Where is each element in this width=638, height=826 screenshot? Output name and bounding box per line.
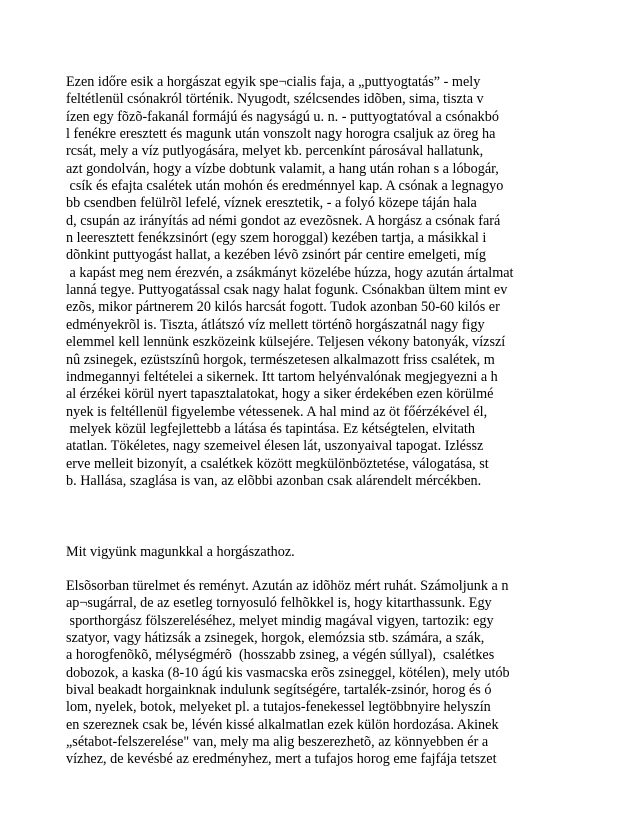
- text-line: elemmel kell lennünk eszközeink külsejére. Teljesen vékony batonyák, vízszí: [66, 334, 506, 351]
- text-line: rcsát, mely a víz putlyogására, melyet kb. percenkínt párosával hallatunk,: [66, 143, 484, 160]
- text-line: indmegannyi feltételei a sikernek. Itt tartom helyénvalónak megjegyezni a h: [66, 368, 498, 385]
- text-line: l fenékre eresztett és magunk után vonszolt nagy horogra csaljuk az öreg ha: [66, 126, 496, 143]
- text-line: ap¬sugárral, de az esetleg tornyosuló felhõkkel is, hogy kitarthassunk. Egy: [66, 595, 492, 612]
- paragraph-puttyogtatas: [66, 74, 513, 490]
- text-line: nyek is feltéllenül figyelembe vétessenek. A hal mind az öt főérzékével él,: [66, 403, 488, 420]
- text-line: bival beakadt horgainknak indulunk segítségére, tartalék-zsinór, horog és ó: [66, 682, 492, 699]
- text-line: csík és efajta csalétek után mohón és eredménnyel kap. A csónak a legnagyo: [66, 178, 504, 195]
- text-line: melyek közül legfejlettebb a látása és tapintása. Ez kétségtelen, elvitath: [66, 420, 475, 437]
- text-line: vízhez, de kevésbé az eredményhez, mert a tufajos horog eme fajfája tetszet: [66, 751, 497, 768]
- text-line: n leeresztett fenékzsinórt (egy szem horoggal) kezében tartja, a másikkal i: [66, 230, 487, 247]
- text-line: „sétabot-felszerelése" van, mely ma alig beszerezhetõ, az könnyebben ér a: [66, 734, 489, 751]
- text-line: Elsõsorban türelmet és reményt. Azután az idõhöz mért ruhát. Számoljunk a n: [66, 578, 509, 594]
- text-line: bb csendben felülrõl lefelé, víznek eresztetik, - a folyó közepe táján hala: [66, 195, 477, 212]
- text-line: azt gondolván, hogy a vízbe dobtunk valamit, a hang után rohan s a lóbogár,: [66, 160, 499, 177]
- section-heading-text: Mit vigyünk magunkkal a horgászathoz.: [66, 544, 295, 560]
- text-line: feltétlenül csónakról történik. Nyugodt, szélcsendes idõben, sima, tiszta v: [66, 91, 484, 108]
- text-line: nû zsinegek, ezüstszínû horgok, természetesen alkalmazott friss csalétek, m: [66, 351, 495, 368]
- text-line: sporthorgász fölszereléséhez, melyet mindig magával vigyen, tartozik: egy: [66, 612, 494, 629]
- text-line: szatyor, vagy hátizsák a zsinegek, horgok, elemózsia stb. számára, a szák,: [66, 630, 485, 647]
- text-line: Ezen időre esik a horgászat egyik spe¬cialis faja, a „puttyogtatás” - mely: [66, 74, 481, 90]
- text-line: atatlan. Tökéletes, nagy szemeivel élesen lát, uszonyaival tapogat. Izléssz: [66, 438, 484, 455]
- text-line: al érzékei körül nyert tapasztalatokat, hogy a siker érdekében ezen körülmé: [66, 386, 494, 403]
- text-line: lanná tegye. Puttyogatással csak nagy halat fogunk. Csónakban ültem mint ev: [66, 282, 508, 299]
- section-heading: [66, 544, 295, 561]
- text-line: edményekrõl is. Tiszta, átlátszó víz mellett történõ horgászatnál nagy figy: [66, 316, 485, 333]
- text-line: d, csupán az irányítás ad némi gondot az evezõsnek. A horgász a csónak fará: [66, 212, 501, 229]
- text-line: b. Hallása, szaglása is van, az elõbbi azonban csak alárendelt mércékben.: [66, 472, 482, 489]
- text-line: en szereznek csak be, lévén kissé alkalmatlan ezek külön hordozása. Akinek: [66, 716, 499, 733]
- text-line: dõnkint puttyogást hallat, a kezében lévõ zsinórt pár centire emelgeti, míg: [66, 247, 486, 264]
- text-line: ezõs, mikor pártnerem 20 kilós harcsát fogott. Tudok azonban 50-60 kilós er: [66, 299, 500, 316]
- text-line: a horogfenõkõ, mélységmérõ (hosszabb zsineg, a végén súllyal), csalétkes: [66, 647, 495, 664]
- text-line: a kapást meg nem érezvén, a zsákmányt közelébe húzza, hogy azután ártalmat: [66, 264, 514, 281]
- text-line: erve melleit bizonyít, a csalétkek között megkülönböztetése, válogatása, st: [66, 455, 489, 472]
- text-line: ízen egy fõzõ-fakanál formájú és nagyságú u. n. - puttyogtatóval a csónakbó: [66, 108, 499, 125]
- text-line: dobozok, a kaska (8-10 ágú kis vasmacska erõs zsineggel, kötélen), mely utób: [66, 664, 510, 681]
- text-line: lom, nyelek, botok, melyeket pl. a tutajos-fenekessel legtöbbnyire helyszín: [66, 699, 491, 716]
- paragraph-felszereles: [66, 578, 510, 769]
